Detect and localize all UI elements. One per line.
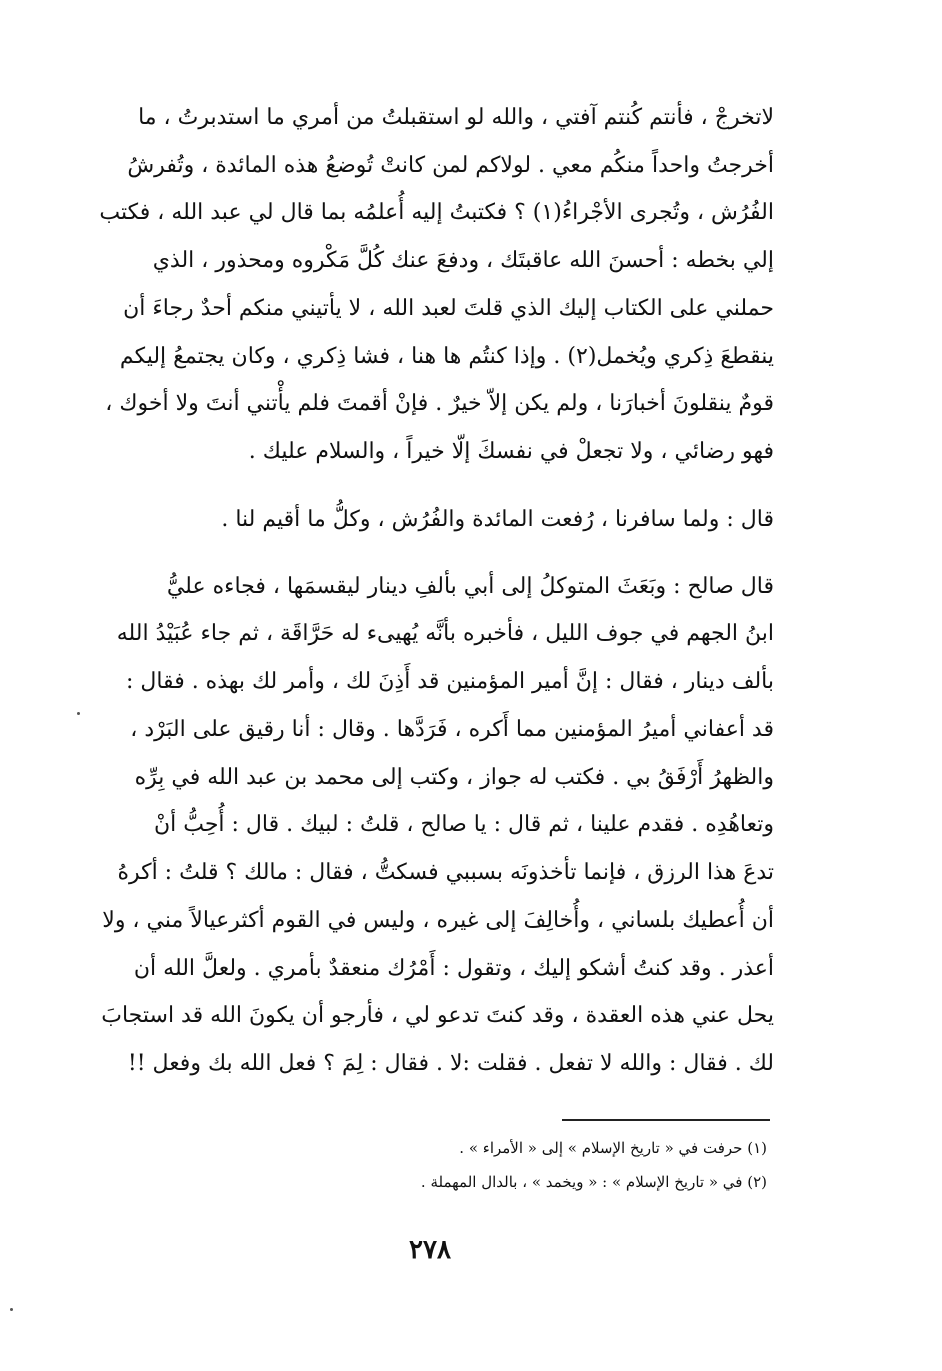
page-number: ٢٧٨ xyxy=(409,1235,451,1265)
body-line: وتعاهُدِه . فقدم علينا ، ثم قال : يا صالح ، قلتُ : لبيك . قال : أُحِبُّ أنْ xyxy=(153,812,774,837)
body-line: قومٌ ينقلونَ أخبارَنا ، ولم يكن إلاّ خيرٌ . فإنْ أقمتَ فلم يأْتني أنتَ ولا أخوك ، xyxy=(105,391,774,416)
body-line: يحل عني هذه العقدة ، وقد كنتَ تدعو لي ، فأرجو أن يكونَ الله قد استجابَ xyxy=(101,1003,774,1028)
body-line: أعذر . وقد كنتُ أشكو إليك ، وتقول : أَمْرُك منعقدٌ بأمري . ولعلَّ الله أن xyxy=(133,956,774,981)
body-line: فهو رضائي ، ولا تجعلْ في نفسكَ إلّا خيراً ، والسلام عليك . xyxy=(248,439,774,464)
body-line: والظهرُ أَرْفَقُ بي . فكتب له جواز ، وكتب إلى محمد بن عبد الله في بِرِّه xyxy=(134,765,774,790)
body-line: حملني على الكتاب إليك الذي قلتَ لعبد الله ، لا يأتيني منكم أحدٌ رجاءَ أن xyxy=(123,296,774,321)
scan-speck xyxy=(10,1308,13,1311)
body-line: ينقطعَ ذِكري ويُخمل(٢) . وإذا كنتُم ها هنا ، فشا ذِكري ، وكان يجتمعُ إليكم xyxy=(119,344,774,369)
body-line: أخرجتُ واحداً منكُم معي . لولاكم لمن كانتْ تُوضعُ هذه المائدة ، وتُفرشُ xyxy=(127,153,774,178)
body-line: قال صالح : وبَعَثَ المتوكلُ إلى أبي بألفِ دينار ليقسمَها ، فجاءه عليُّ xyxy=(166,574,774,599)
body-line: قد أعفاني أميرُ المؤمنين مما أَكره ، فَرَدَّها . وقال : أنا رقيق على البَرْد ، xyxy=(130,717,774,742)
body-line: إلي بخطه : أحسنَ الله عاقبتَك ، ودفعَ عنك كُلَّ مَكْروه ومحذور ، الذي xyxy=(152,248,774,273)
body-line: تدعَ هذا الرزق ، فإنما تأخذونَه بسببي فسكتُّ ، فقال : مالك ؟ قلتُ : أكرهُ xyxy=(117,860,774,885)
body-line: بألف دينار ، فقال : إنَّ أمير المؤمنين قد أَذِنَ لك ، وأمر لك بهذه . فقال : xyxy=(125,669,774,694)
footnote-separator xyxy=(562,1119,770,1121)
body-line: قال : ولما سافرنا ، رُفعت المائدة والفُرُش ، وكلُّ ما أقيم لنا . xyxy=(221,507,774,532)
footnote: (٢) في « تاريخ الإسلام » : « ويخمد » ، بالدال المهملة . xyxy=(420,1173,767,1191)
body-line: الفُرُش ، وتُجرى الأجْراءُ(١) ؟ فكتبتُ إليه أُعلمُه بما قال لي عبد الله ، فكتب xyxy=(99,200,774,225)
body-line: أن أُعطيك بلساني ، وأُخالِفَ إلى غيره ، وليس في القوم أكثرعيالاً مني ، ولا xyxy=(102,908,774,933)
footnote: (١) حرفت في « تاريخ الإسلام » إلى « الأمراء » . xyxy=(459,1139,767,1157)
body-line: لك . فقال : والله لا تفعل . فقلت :لا . فقال : لِمَ ؟ فعل الله بك وفعل !! xyxy=(127,1051,774,1076)
scan-speck xyxy=(77,712,80,715)
body-line: ابنُ الجهم في جوف الليل ، فأخبره بأنَّه يُهيىء له حَرَّاقَة ، ثم جاء عُبَيْدُ الله xyxy=(116,621,774,646)
body-line: لاتخرجْ ، فأنتم كُنتم آفتي ، والله لو استقبلتُ من أمري ما استدبرتُ ، ما xyxy=(138,105,774,130)
